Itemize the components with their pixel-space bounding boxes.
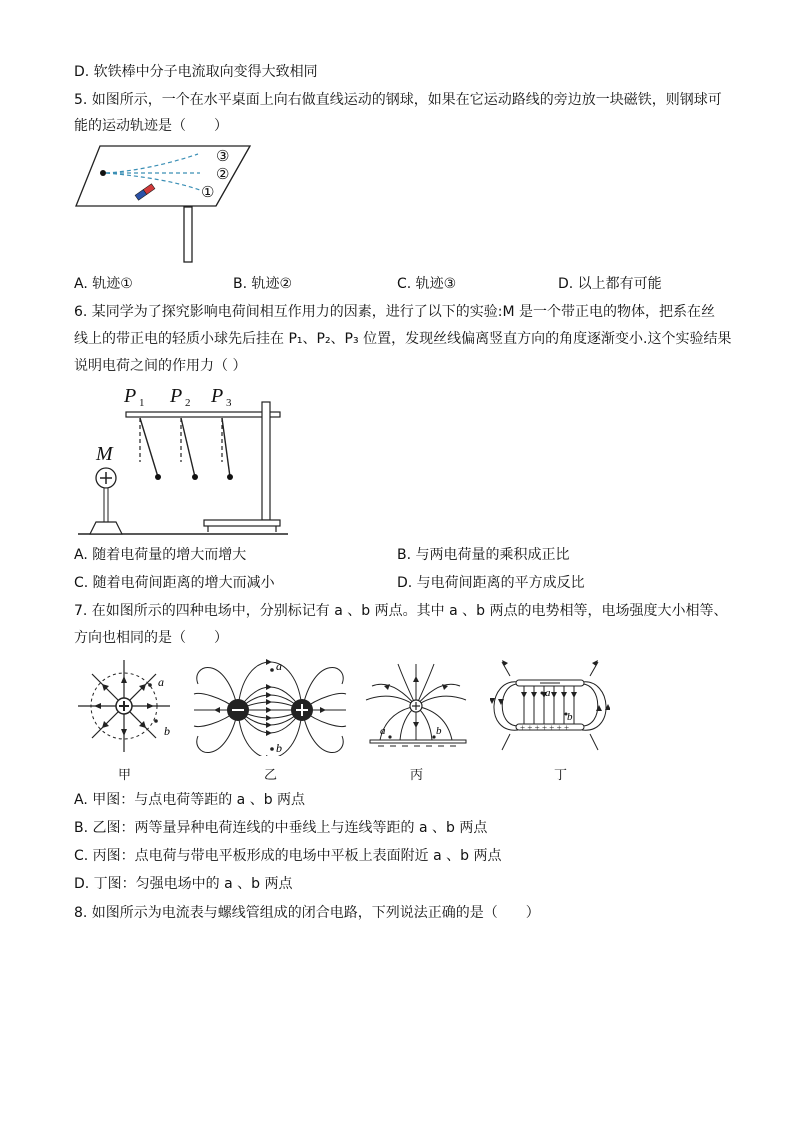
ding-point-b: b [567,711,573,723]
ball-p2 [192,474,198,480]
q5-option-c: C. 轨迹③ [397,276,457,292]
q7-option-c: C. 丙图：点电荷与带电平板形成的电场中平板上表面附近 a 、b 两点 [74,848,502,864]
field-diagram-bing [362,660,472,750]
q5-table-figure [70,140,260,265]
caption-ding: 丁 [554,768,568,783]
label-p2-sub: 2 [185,397,191,409]
bing-point-a: a [380,725,386,737]
q6-option-d: D. 与电荷间距离的平方成反比 [397,575,585,591]
q6-apparatus-figure [76,380,288,540]
svg-text:+ + + + + + +: + + + + + + + [520,723,570,733]
q6-stem-line3: 说明电荷之间的作用力（ ） [74,358,247,374]
label-p1: P [124,385,137,407]
q7-option-d: D. 丁图：匀强电场中的 a 、b 两点 [74,876,293,892]
caption-bing: 丙 [410,768,424,783]
label-p1-sub: 1 [139,397,145,409]
q8-stem: 8. 如图所示为电流表与螺线管组成的闭合电路，下列说法正确的是（ ） [74,905,540,921]
ball-p3 [227,474,233,480]
label-p2: P [170,385,183,407]
q6-stem-line2: 线上的带正电的轻质小球先后挂在 P₁、P₂、P₃ 位置，发现丝线偏离竖直方向的角度逐渐变小.这个实验结果 [74,331,732,347]
q5-option-a: A. 轨迹① [74,276,133,292]
label-trajectory-3: ③ [216,149,230,165]
yi-point-a: a [276,659,282,673]
q7-stem-line1: 7. 在如图所示的四种电场中，分别标记有 a 、b 两点。其中 a 、b 两点的电势相等，电场强度大小相等、 [74,603,728,619]
bing-point-b: b [436,725,442,737]
label-trajectory-1: ① [201,185,215,201]
caption-yi: 乙 [264,768,278,783]
q5-stem-line1: 5. 如图所示，一个在水平桌面上向右做直线运动的钢球，如果在它运动路线的旁边放一块磁铁，则钢球可 [74,92,722,108]
q7-stem-line2: 方向也相同的是（ ） [74,630,228,646]
q6-option-b: B. 与两电荷量的乘积成正比 [397,547,570,563]
field-diagram-jia [76,656,176,756]
q7-option-b: B. 乙图：两等量异种电荷连线的中垂线上与连线等距的 a 、b 两点 [74,820,488,836]
q5-option-d: D. 以上都有可能 [558,276,662,292]
field-diagram-yi [190,656,350,756]
q5-stem-line2: 能的运动轨迹是（ ） [74,118,228,134]
label-trajectory-2: ② [216,167,230,183]
field-diagram-ding [490,656,610,756]
label-p3-sub: 3 [226,397,232,409]
steel-ball [100,170,106,176]
jia-point-b: b [164,724,170,738]
label-p3: P [211,385,224,407]
q4-option-d: D. 软铁棒中分子电流取向变得大致相同 [74,64,318,80]
q6-option-c: C. 随着电荷间距离的增大而减小 [74,575,275,591]
ball-p1 [155,474,161,480]
q6-stem-line1: 6. 某同学为了探究影响电荷间相互作用力的因素，进行了以下的实验:M 是一个带正电的物体，把系在丝 [74,304,716,320]
q5-option-b: B. 轨迹② [233,276,293,292]
caption-jia: 甲 [118,768,132,783]
q6-option-a: A. 随着电荷量的增大而增大 [74,547,247,563]
ding-point-a: a [545,687,551,699]
q7-option-a: A. 甲图：与点电荷等距的 a 、b 两点 [74,792,306,808]
label-m: M [96,443,113,465]
jia-point-a: a [158,675,164,689]
yi-point-b: b [276,741,282,755]
